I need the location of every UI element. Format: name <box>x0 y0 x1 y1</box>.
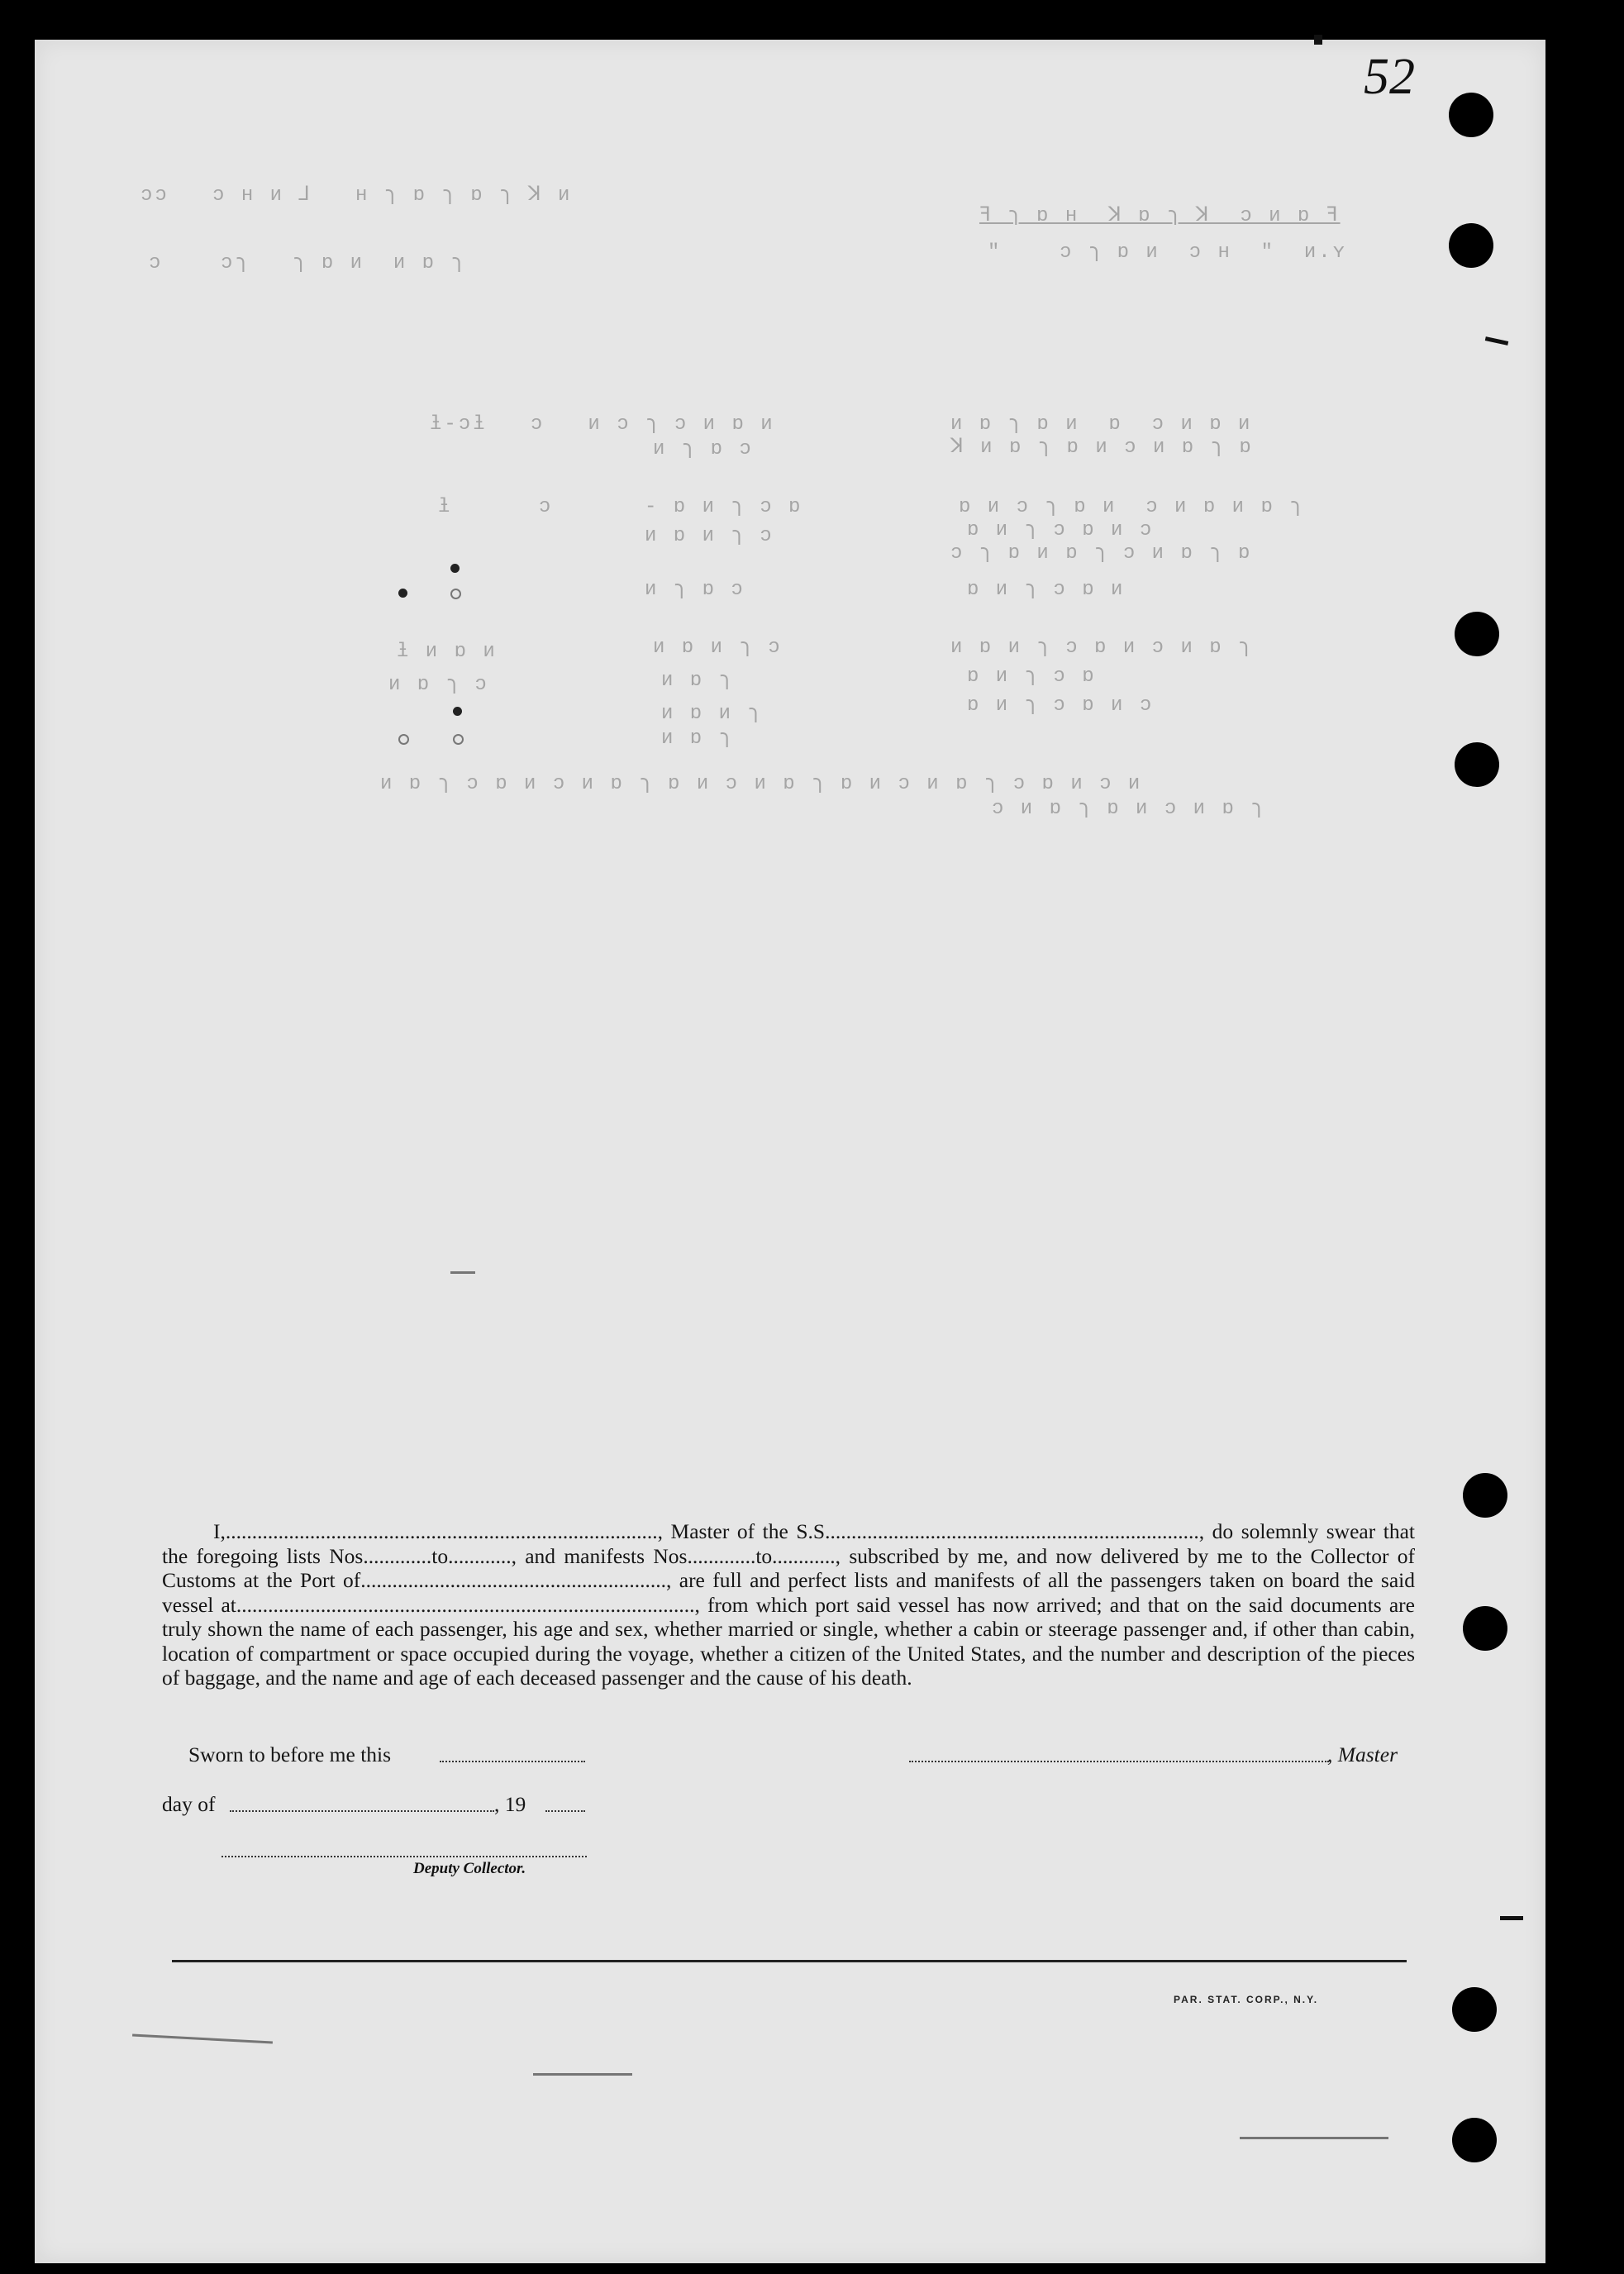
document-page <box>35 40 1545 2263</box>
sworn-date-blank[interactable] <box>440 1761 585 1762</box>
master-label: , Master <box>1327 1742 1398 1766</box>
deputy-collector-signature-blank[interactable] <box>221 1856 587 1857</box>
binder-hole <box>1463 1606 1507 1651</box>
page-number: 52 <box>1364 49 1415 105</box>
smudge <box>1240 2137 1388 2139</box>
year-blank[interactable] <box>545 1810 585 1812</box>
printer-mark: PAR. STAT. CORP., N.Y. <box>1174 1994 1319 2005</box>
sworn-line <box>188 1742 391 1767</box>
binder-hole <box>1452 2118 1497 2162</box>
deputy-collector-label: Deputy Collector. <box>413 1860 526 1877</box>
sworn-label: Sworn to before me this <box>188 1742 392 1766</box>
smudge <box>533 2073 632 2076</box>
day-of-line <box>162 1792 215 1817</box>
bottom-rule <box>172 1960 1407 1962</box>
edge-mark <box>1314 35 1322 45</box>
binder-hole <box>1463 1473 1507 1518</box>
master-signature-blank[interactable] <box>909 1761 1329 1762</box>
binder-hole <box>1452 1987 1497 2032</box>
day-of-blank[interactable] <box>230 1810 494 1812</box>
year-label: , 19 <box>494 1792 526 1816</box>
oath-text: I,.................................................................................., Master of the S.S......................................................................., do solemnly swear that the foregoing lists Nos.............to............, and manifests Nos.............to............, subscribed by me, and now delivered by me to the Collector of Customs at the Port of.........................................................., are full and perfect lists and manifests of all the passengers taken on board the said vessel at......................................................................................., from which port said vessel has now arrived; and that on the said documents are truly shown the name of each passenger, his age and sex, whether married or single, whether a cabin or steerage passenger and, if other than cabin, location of compartment or space occupied during the voyage, whether a citizen of the United States, and the number and description of the pieces of baggage, and the name and age of each deceased passenger and the cause of his death. <box>162 1519 1415 1690</box>
binder-hole <box>1449 223 1493 268</box>
binder-hole <box>1455 742 1499 787</box>
binder-hole <box>1449 93 1493 137</box>
binder-hole <box>1455 612 1499 656</box>
smudge <box>450 1271 475 1274</box>
edge-mark <box>1500 1916 1523 1920</box>
day-of-label: day of <box>162 1792 216 1816</box>
master-oath-paragraph <box>162 1519 1415 1690</box>
